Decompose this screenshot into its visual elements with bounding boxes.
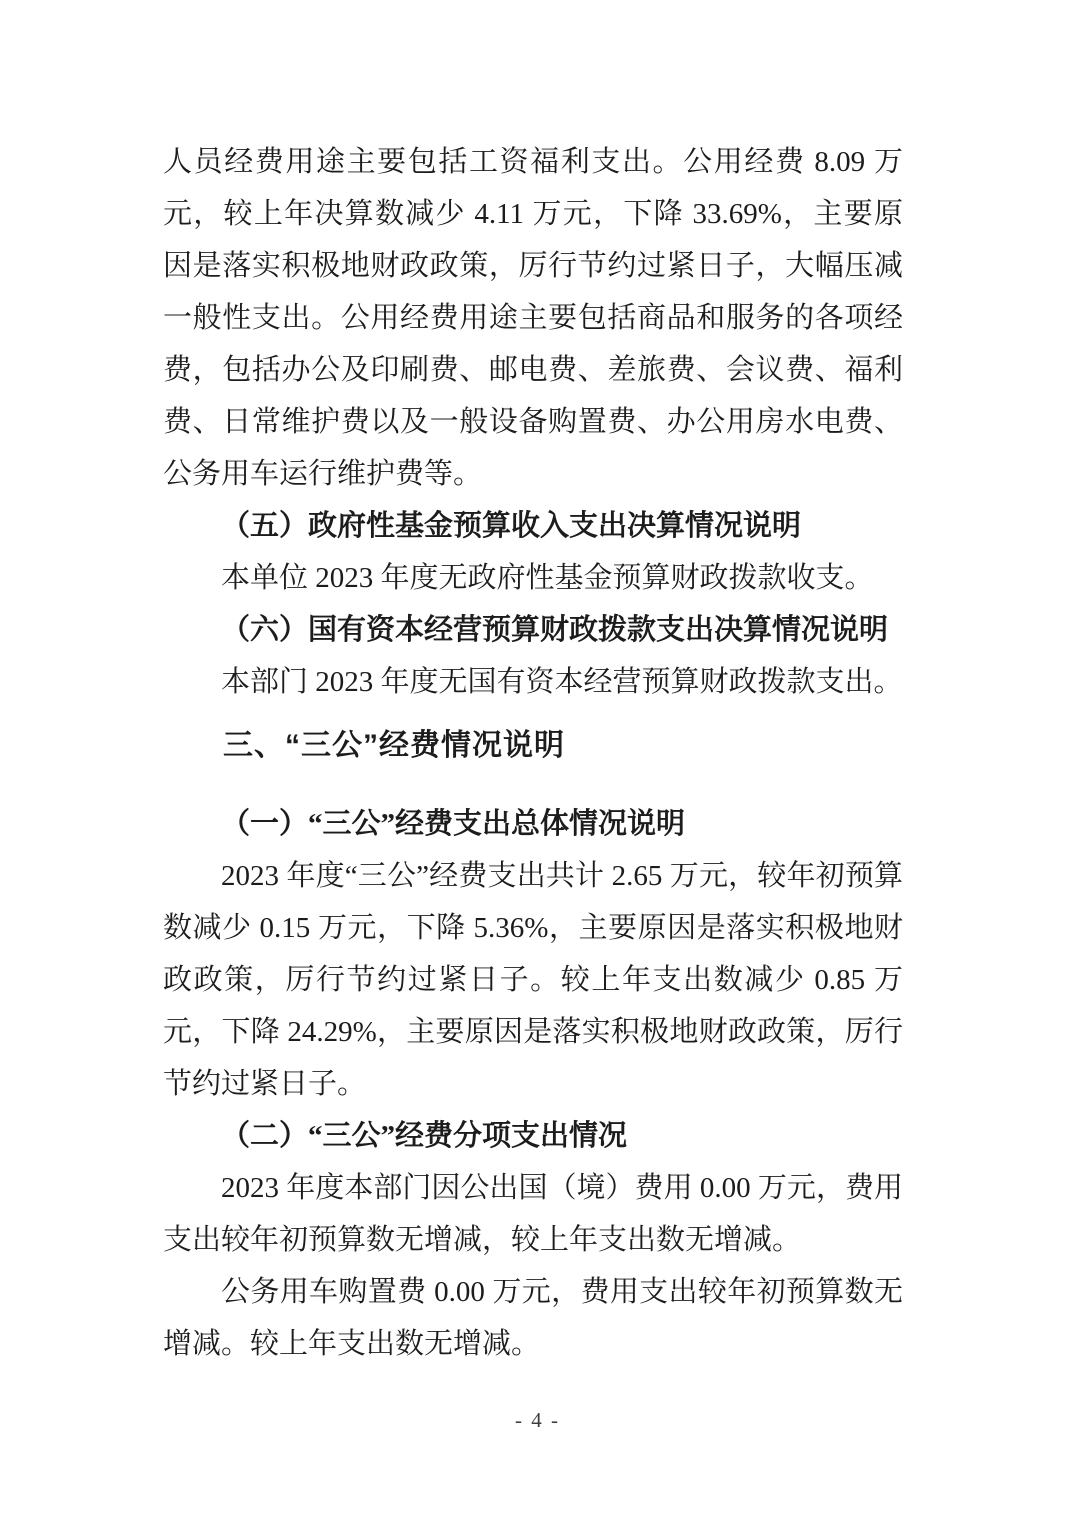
page-number: - 4 - <box>515 1408 560 1432</box>
paragraph-overall-three-public: 2023 年度“三公”经费支出共计 2.65 万元，较年初预算数减少 0.15 万元，下降 5.36%，主要原因是落实积极地财政政策，厉行节约过紧日子。较上年支出数减少 0.85 万元，下降 24.29%，主要原因是落实积极地财政政策，厉行节约过紧日子。 <box>163 860 903 1100</box>
paragraph-no-government-fund: 本单位 2023 年度无政府性基金预算财政拨款收支。 <box>221 562 874 594</box>
paragraph-abroad-expense: 2023 年度本部门因公出国（境）费用 0.00 万元，费用支出较年初预算数无增减，较上年支出数无增减。 <box>163 1172 903 1256</box>
heading-5-government-fund-budget: （五）政府性基金预算收入支出决算情况说明 <box>221 510 802 542</box>
heading-6-state-capital-budget: （六）国有资本经营预算财政拨款支出决算情况说明 <box>221 614 889 646</box>
document-body <box>163 136 903 1370</box>
page-footer <box>0 1408 1075 1433</box>
heading-2-itemized-expenses: （二）“三公”经费分项支出情况 <box>221 1120 628 1152</box>
section-heading-three-public-expenses: 三、“三公”经费情况说明 <box>223 729 565 762</box>
paragraph-no-state-capital: 本部门 2023 年度无国有资本经营预算财政拨款支出。 <box>221 666 903 698</box>
paragraph-personnel-public-expense: 人员经费用途主要包括工资福利支出。公用经费 8.09 万元，较上年决算数减少 4.11 万元，下降 33.69%，主要原因是落实积极地财政政策，厉行节约过紧日子，大幅压减一般性支出。公用经费用途主要包括商品和服务的各项经费，包括办公及印刷费、邮电费、差旅费、会议费、福利费、日常维护费以及一般设备购置费、办公用房水电费、公务用车运行维护费等。 <box>163 146 903 490</box>
paragraph-vehicle-purchase-expense: 公务用车购置费 0.00 万元，费用支出较年初预算数无增减。较上年支出数无增减。 <box>163 1276 903 1360</box>
heading-1-overall-situation: （一）“三公”经费支出总体情况说明 <box>221 808 686 840</box>
